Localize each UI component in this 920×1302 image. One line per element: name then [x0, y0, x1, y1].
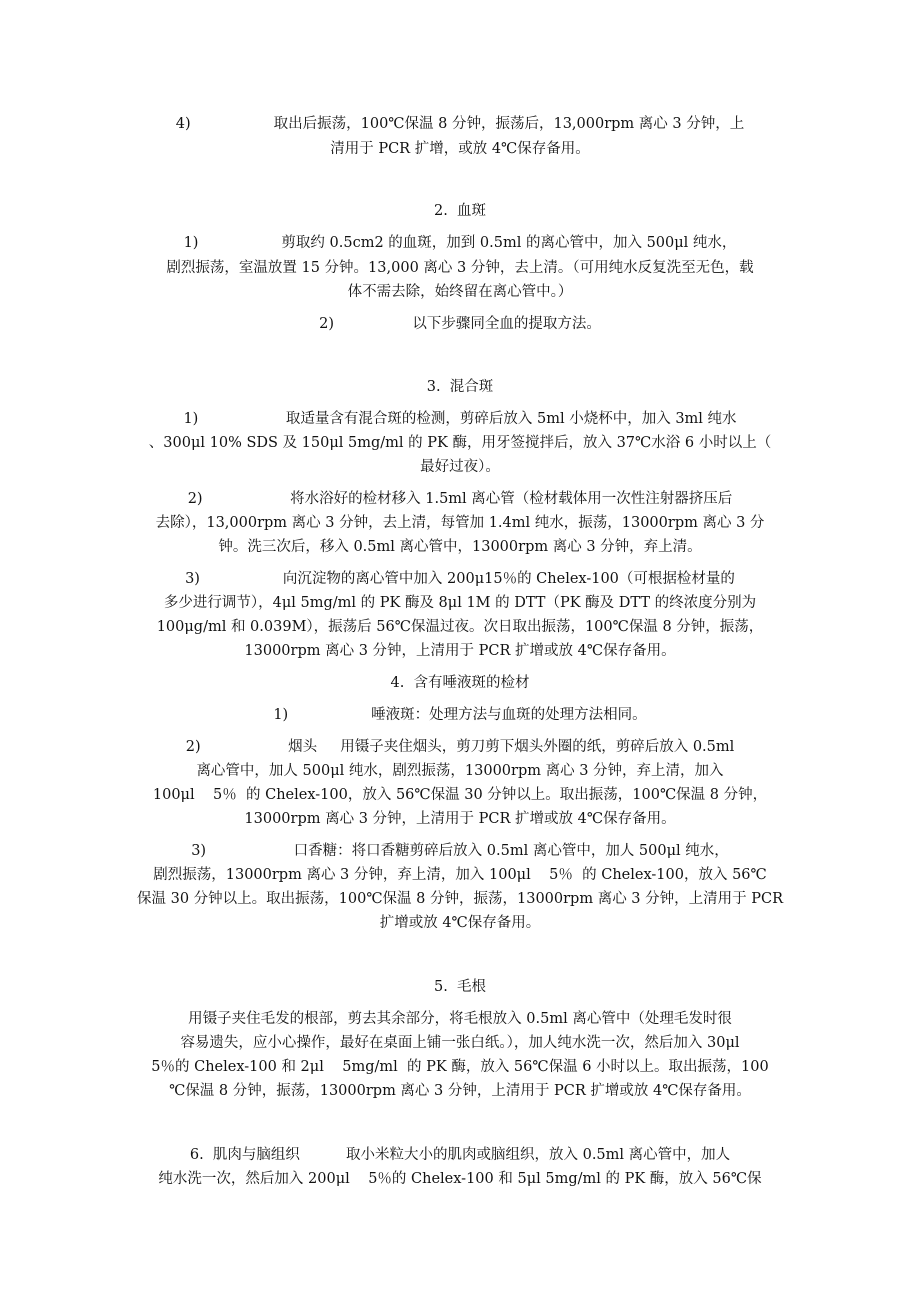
section-heading: 2. 血斑 [433, 203, 487, 219]
text-line: 清用于 PCR 扩增，或放 4℃保存备用。 [330, 141, 590, 157]
text-line: 13000rpm 离心 3 分钟，上清用于 PCR 扩增或放 4℃保存备用。 [244, 643, 676, 659]
text-line: ℃保温 8 分钟，振荡，13000rpm 离心 3 分钟，上清用于 PCR 扩增或放 4℃保存备用。 [169, 1083, 751, 1099]
text-line: 纯水洗一次，然后加入 200μl 5％的 Chelex-100 和 5μl 5mg/ml 的 PK 酶，放入 56℃保 [158, 1171, 762, 1187]
section-heading: 6. 肌肉与脑组织 取小米粒大小的肌肉或脑组织，放入 0.5ml 离心管中，加人 [189, 1147, 731, 1163]
text-line: 13000rpm 离心 3 分钟，上清用于 PCR 扩增或放 4℃保存备用。 [244, 811, 676, 827]
text-line: 3) 向沉淀物的离心管中加入 200μ15％的 Chelex-100（可根据检材量的 [185, 571, 735, 587]
text-line: 最好过夜）。 [420, 459, 500, 475]
text-line: 体不需去除，始终留在离心管中。） [347, 284, 573, 300]
text-line: 1) 唾液斑：处理方法与血斑的处理方法相同。 [273, 707, 647, 723]
text-line: 用镊子夹住毛发的根部，剪去其余部分，将毛根放入 0.5ml 离心管中（处理毛发时很 [188, 1011, 732, 1027]
text-line: 2) 烟头 用镊子夹住烟头，剪刀剪下烟头外圈的纸，剪碎后放入 0.5ml [185, 739, 735, 755]
text-line: 2) 以下步骤同全血的提取方法。 [319, 316, 601, 332]
text-line: 多少进行调节），4μl 5mg/ml 的 PK 酶及 8μl 1M 的 DTT（PK 酶及 DTT 的终浓度分别为 [163, 595, 757, 611]
text-line: 3) 口香糖：将口香糖剪碎后放入 0.5ml 离心管中，加人 500μl 纯水， [191, 843, 729, 859]
text-line: 扩增或放 4℃保存备用。 [379, 915, 541, 931]
text-line: 100μl 5％ 的 Chelex-100，放入 56℃保温 30 分钟以上。取出振荡，100℃保温 8 分钟， [152, 787, 768, 803]
text-line: 离心管中，加人 500μl 纯水，剧烈振荡，13000rpm 离心 3 分钟，弃上清，加入 [196, 763, 724, 779]
section-heading: 4. 含有唾液斑的检材 [390, 675, 530, 691]
section-heading: 5. 毛根 [433, 979, 487, 995]
text-line: 1) 取适量含有混合斑的检测，剪碎后放入 5ml 小烧杯中，加入 3ml 纯水 [183, 411, 737, 427]
text-line: 100μg/ml 和 0.039M），振荡后 56℃保温过夜。次日取出振荡，100℃保温 8 分钟，振荡， [156, 619, 764, 635]
text-line: 、300μl 10% SDS 及 150μl 5mg/ml 的 PK 酶，用牙签搅拌后，放入 37℃水浴 6 小时以上（ [148, 435, 772, 451]
text-line: 2) 将水浴好的检材移入 1.5ml 离心管（检材载体用一次性注射器挤压后 [187, 491, 733, 507]
text-line: 容易遗失，应小心操作，最好在桌面上铺一张白纸。），加人纯水洗一次，然后加入 30μl [180, 1035, 740, 1051]
text-line: 剧烈振荡，13000rpm 离心 3 分钟，弃上清，加入 100μl 5％ 的 Chelex-100，放入 56℃ [153, 867, 767, 883]
text-line: 4) 取出后振荡，100℃保温 8 分钟，振荡后，13,000rpm 离心 3 分钟，上 [175, 116, 745, 132]
text-line: 保温 30 分钟以上。取出振荡，100℃保温 8 分钟，振荡，13000rpm 离心 3 分钟，上清用于 PCR [136, 891, 784, 907]
text-line: 剧烈振荡，室温放置 15 分钟。13,000 离心 3 分钟，去上清。（可用纯水反复洗至无色，载 [166, 260, 754, 276]
section-heading: 3. 混合斑 [426, 379, 494, 395]
text-line: 5％的 Chelex-100 和 2μl 5mg/ml 的 PK 酶，放入 56℃保温 6 小时以上。取出振荡，100 [151, 1059, 769, 1075]
text-line: 钟。洗三次后，移入 0.5ml 离心管中，13000rpm 离心 3 分钟，弃上清。 [218, 539, 702, 555]
text-line: 1) 剪取约 0.5cm2 的血斑，加到 0.5ml 的离心管中，加入 500μl 纯水， [183, 235, 737, 251]
text-line: 去除），13,000rpm 离心 3 分钟，去上清，每管加 1.4ml 纯水，振荡，13000rpm 离心 3 分 [155, 515, 765, 531]
